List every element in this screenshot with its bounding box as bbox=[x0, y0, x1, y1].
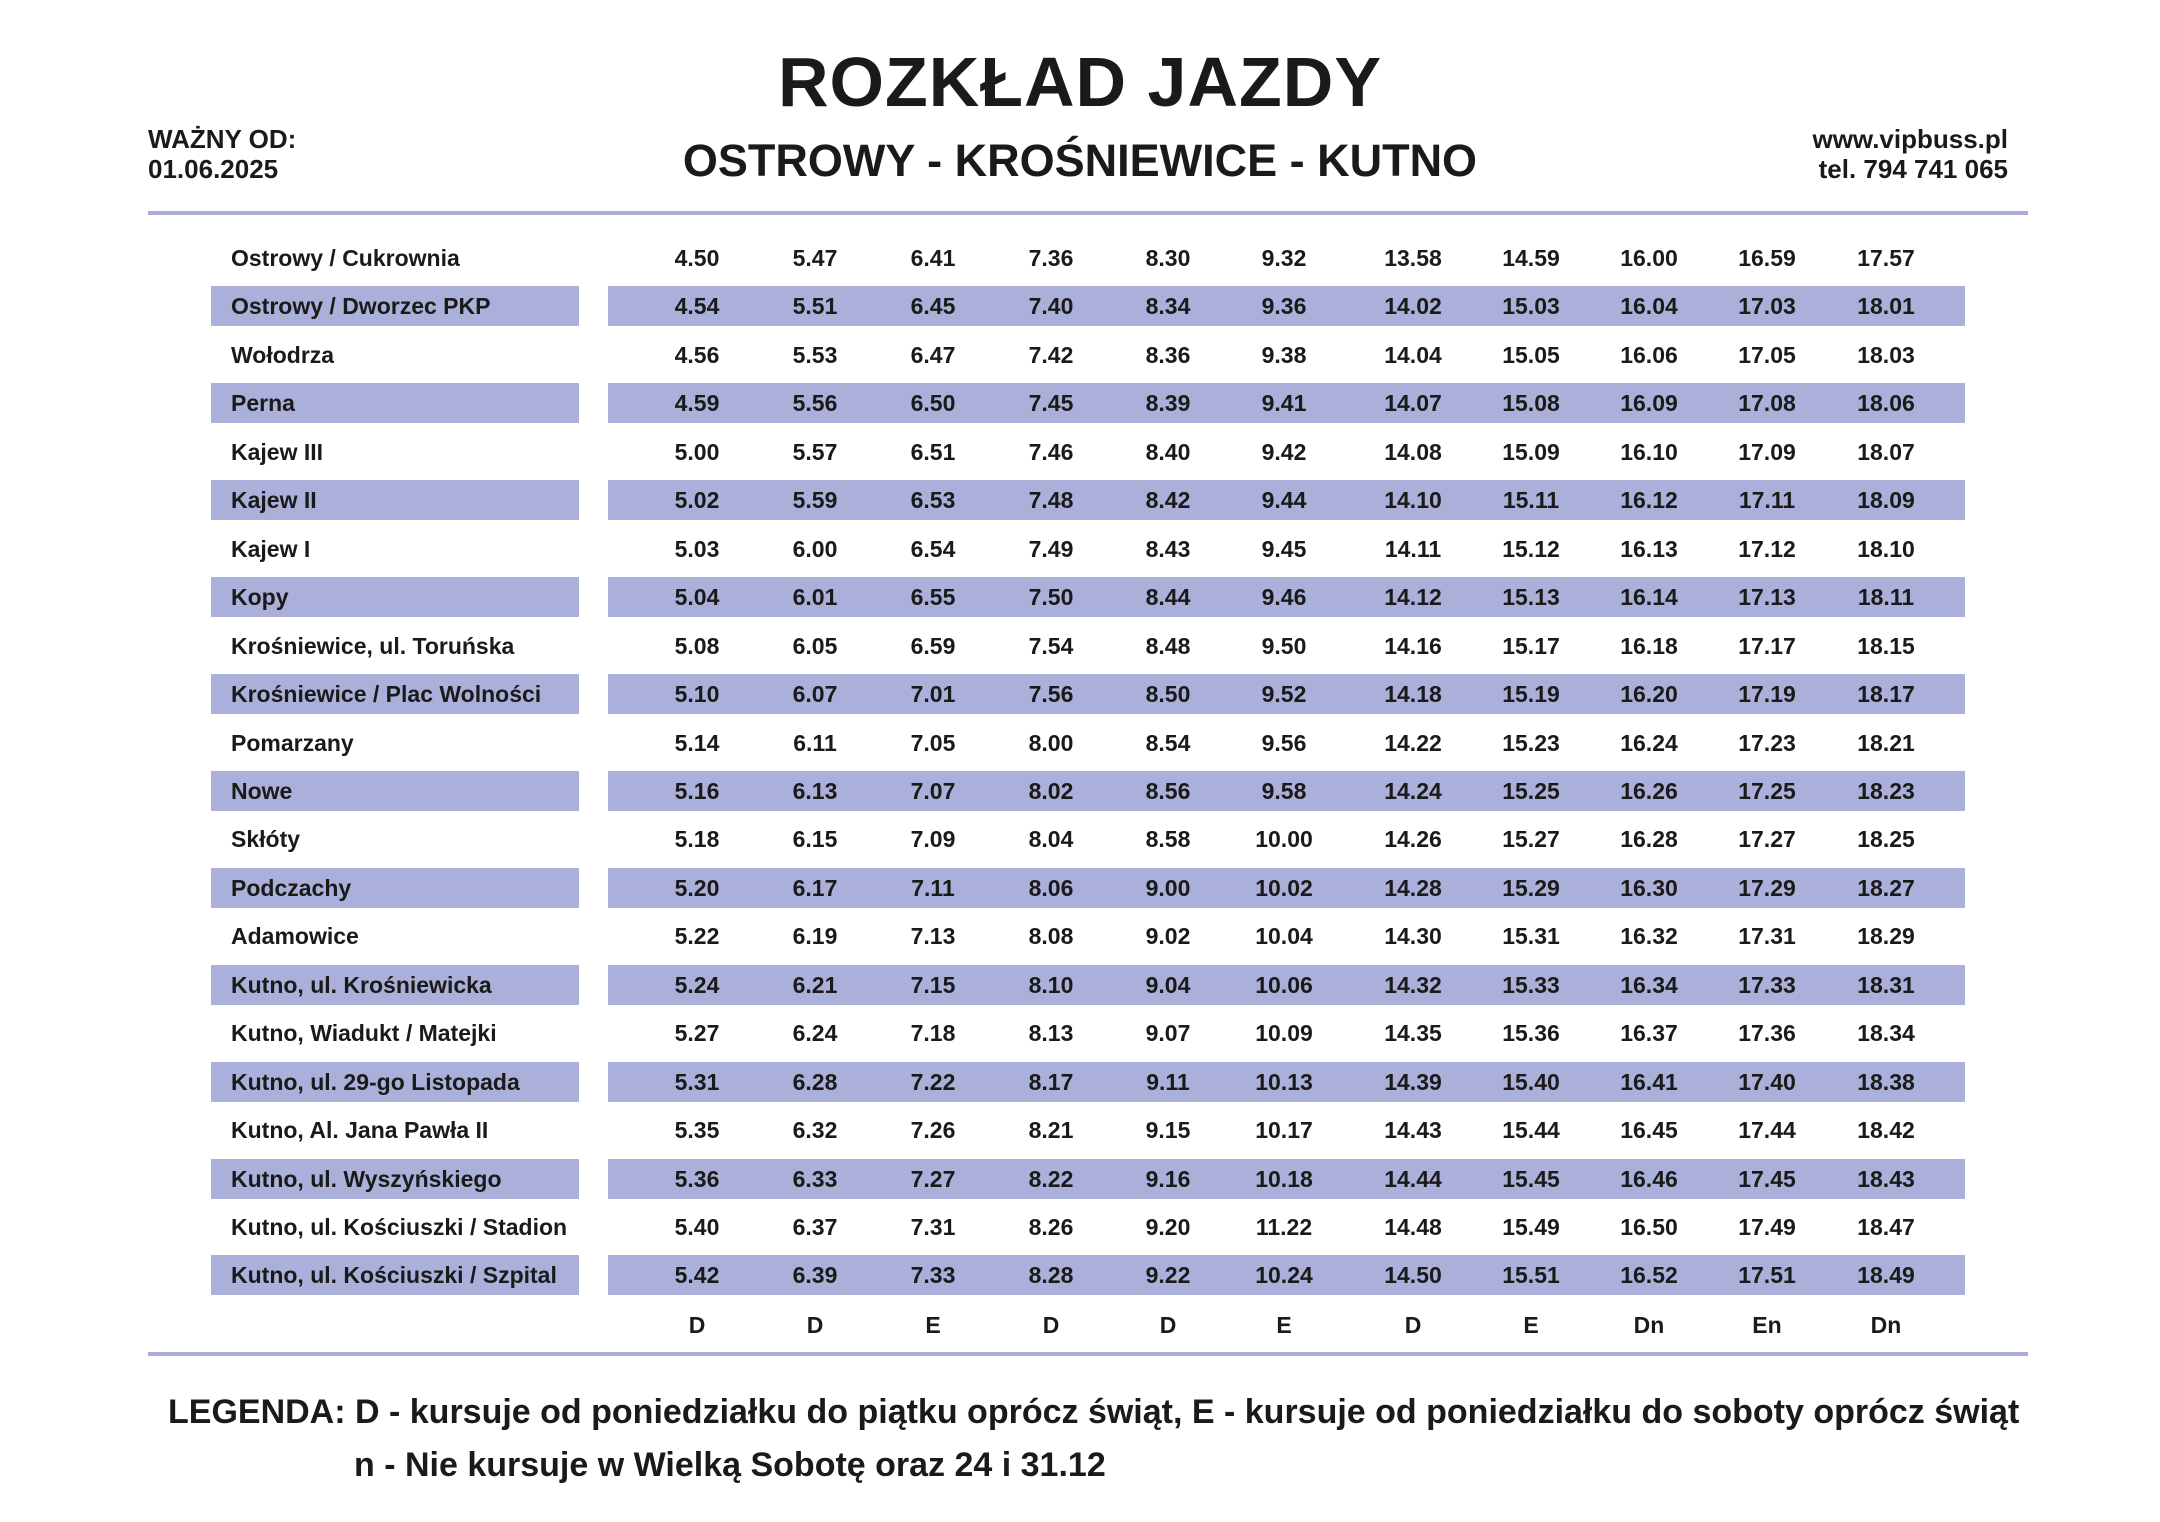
departure-time: 10.13 bbox=[1255, 1069, 1313, 1095]
stop-name: Wołodrza bbox=[231, 342, 335, 368]
departure-time: 17.29 bbox=[1738, 875, 1796, 901]
departure-time: 14.04 bbox=[1384, 342, 1442, 368]
departure-time: 10.04 bbox=[1255, 923, 1313, 949]
departure-time: 10.02 bbox=[1255, 875, 1313, 901]
departure-time: 16.12 bbox=[1620, 487, 1678, 513]
stop-name: Krośniewice / Plac Wolności bbox=[231, 681, 542, 707]
departure-time: 7.33 bbox=[910, 1262, 956, 1288]
departure-time: 15.13 bbox=[1502, 584, 1560, 610]
departure-time: 6.17 bbox=[792, 875, 838, 901]
service-code: E bbox=[1276, 1312, 1292, 1338]
bottom-divider bbox=[148, 1352, 2028, 1356]
departure-time: 15.23 bbox=[1502, 730, 1560, 756]
departure-time: 18.43 bbox=[1857, 1166, 1915, 1192]
departure-time: 16.00 bbox=[1620, 245, 1678, 271]
departure-time: 8.00 bbox=[1028, 730, 1074, 756]
departure-time: 9.45 bbox=[1261, 536, 1307, 562]
departure-time: 18.25 bbox=[1857, 826, 1915, 852]
departure-time: 7.01 bbox=[910, 681, 956, 707]
departure-time: 18.23 bbox=[1857, 778, 1915, 804]
departure-time: 15.44 bbox=[1502, 1117, 1560, 1143]
departure-time: 14.16 bbox=[1384, 633, 1442, 659]
departure-time: 16.59 bbox=[1738, 245, 1796, 271]
departure-time: 6.55 bbox=[910, 584, 956, 610]
departure-time: 9.22 bbox=[1145, 1262, 1191, 1288]
departure-time: 6.45 bbox=[910, 293, 956, 319]
departure-time: 7.46 bbox=[1028, 439, 1074, 465]
departure-time: 5.27 bbox=[674, 1020, 720, 1046]
departure-time: 5.18 bbox=[674, 826, 720, 852]
departure-time: 9.56 bbox=[1261, 730, 1307, 756]
departure-time: 18.49 bbox=[1857, 1262, 1915, 1288]
stop-name: Kutno, ul. Kościuszki / Stadion bbox=[231, 1214, 568, 1240]
departure-time: 7.54 bbox=[1028, 633, 1074, 659]
departure-time: 16.32 bbox=[1620, 923, 1678, 949]
departure-time: 17.17 bbox=[1738, 633, 1796, 659]
departure-time: 5.08 bbox=[674, 633, 720, 659]
stop-name: Ostrowy / Dworzec PKP bbox=[231, 293, 491, 319]
departure-time: 5.14 bbox=[674, 730, 720, 756]
departure-time: 6.15 bbox=[792, 826, 838, 852]
departure-time: 14.18 bbox=[1384, 681, 1442, 707]
departure-time: 7.31 bbox=[910, 1214, 956, 1240]
departure-time: 18.01 bbox=[1857, 293, 1915, 319]
departure-time: 16.28 bbox=[1620, 826, 1678, 852]
stop-name: Perna bbox=[231, 390, 295, 416]
departure-time: 16.30 bbox=[1620, 875, 1678, 901]
departure-time: 5.16 bbox=[674, 778, 720, 804]
departure-time: 9.42 bbox=[1261, 439, 1307, 465]
departure-time: 10.06 bbox=[1255, 972, 1313, 998]
departure-time: 14.26 bbox=[1384, 826, 1442, 852]
departure-time: 14.08 bbox=[1384, 439, 1442, 465]
departure-time: 5.57 bbox=[792, 439, 838, 465]
departure-time: 7.50 bbox=[1028, 584, 1074, 610]
departure-time: 5.02 bbox=[674, 487, 720, 513]
departure-time: 15.09 bbox=[1502, 439, 1560, 465]
departure-time: 14.59 bbox=[1502, 245, 1560, 271]
departure-time: 16.52 bbox=[1620, 1262, 1678, 1288]
departure-time: 8.44 bbox=[1145, 584, 1191, 610]
stop-name: Kutno, ul. Krośniewicka bbox=[231, 972, 492, 998]
departure-time: 15.05 bbox=[1502, 342, 1560, 368]
departure-time: 18.03 bbox=[1857, 342, 1915, 368]
departure-time: 7.27 bbox=[910, 1166, 956, 1192]
departure-time: 17.36 bbox=[1738, 1020, 1796, 1046]
departure-time: 16.18 bbox=[1620, 633, 1678, 659]
departure-time: 14.24 bbox=[1384, 778, 1442, 804]
departure-time: 16.14 bbox=[1620, 584, 1678, 610]
departure-time: 15.33 bbox=[1502, 972, 1560, 998]
departure-time: 5.31 bbox=[674, 1069, 720, 1095]
departure-time: 9.04 bbox=[1145, 972, 1191, 998]
departure-time: 6.19 bbox=[792, 923, 838, 949]
stop-name: Adamowice bbox=[231, 923, 359, 949]
departure-time: 6.21 bbox=[792, 972, 838, 998]
departure-time: 18.21 bbox=[1857, 730, 1915, 756]
departure-time: 16.45 bbox=[1620, 1117, 1678, 1143]
departure-time: 5.47 bbox=[792, 245, 838, 271]
departure-time: 16.10 bbox=[1620, 439, 1678, 465]
departure-time: 14.35 bbox=[1384, 1020, 1442, 1046]
departure-time: 4.54 bbox=[674, 293, 720, 319]
departure-time: 16.37 bbox=[1620, 1020, 1678, 1046]
departure-time: 8.36 bbox=[1145, 342, 1191, 368]
departure-time: 18.42 bbox=[1857, 1117, 1915, 1143]
departure-time: 7.42 bbox=[1028, 342, 1074, 368]
departure-time: 9.50 bbox=[1261, 633, 1307, 659]
departure-time: 8.13 bbox=[1028, 1020, 1074, 1046]
departure-time: 8.50 bbox=[1145, 681, 1191, 707]
departure-time: 9.16 bbox=[1145, 1166, 1191, 1192]
departure-time: 14.39 bbox=[1384, 1069, 1442, 1095]
departure-time: 4.56 bbox=[674, 342, 720, 368]
departure-time: 14.11 bbox=[1384, 536, 1442, 562]
departure-time: 5.40 bbox=[674, 1214, 720, 1240]
departure-time: 8.10 bbox=[1028, 972, 1074, 998]
departure-time: 7.05 bbox=[910, 730, 956, 756]
departure-time: 9.20 bbox=[1145, 1214, 1191, 1240]
legend-line-1: LEGENDA: D - kursuje od poniedziałku do piątku oprócz świąt, E - kursuje od poniedziałku do soboty oprócz świąt bbox=[168, 1393, 2020, 1431]
service-code: D bbox=[1159, 1312, 1177, 1338]
departure-time: 6.37 bbox=[792, 1214, 838, 1240]
departure-time: 8.22 bbox=[1028, 1166, 1074, 1192]
departure-time: 17.19 bbox=[1738, 681, 1796, 707]
stop-name: Kutno, Wiadukt / Matejki bbox=[231, 1020, 497, 1046]
departure-time: 8.17 bbox=[1028, 1069, 1074, 1095]
stop-name: Kutno, ul. Kościuszki / Szpital bbox=[231, 1262, 557, 1288]
departure-time: 6.47 bbox=[910, 342, 956, 368]
departure-time: 15.31 bbox=[1502, 923, 1560, 949]
departure-time: 6.33 bbox=[792, 1166, 838, 1192]
departure-time: 15.49 bbox=[1502, 1214, 1560, 1240]
departure-time: 17.08 bbox=[1738, 390, 1796, 416]
service-code: E bbox=[1523, 1312, 1539, 1338]
departure-time: 16.41 bbox=[1620, 1069, 1678, 1095]
departure-time: 15.51 bbox=[1502, 1262, 1560, 1288]
departure-time: 7.22 bbox=[910, 1069, 956, 1095]
departure-time: 8.43 bbox=[1145, 536, 1191, 562]
departure-time: 10.24 bbox=[1255, 1262, 1313, 1288]
departure-time: 10.17 bbox=[1255, 1117, 1313, 1143]
departure-time: 18.47 bbox=[1857, 1214, 1915, 1240]
departure-time: 7.56 bbox=[1028, 681, 1074, 707]
departure-time: 16.24 bbox=[1620, 730, 1678, 756]
departure-time: 7.18 bbox=[910, 1020, 956, 1046]
stop-name: Kajew III bbox=[231, 439, 324, 465]
departure-time: 5.22 bbox=[674, 923, 720, 949]
departure-time: 14.32 bbox=[1384, 972, 1442, 998]
departure-time: 18.27 bbox=[1857, 875, 1915, 901]
departure-time: 17.25 bbox=[1738, 778, 1796, 804]
departure-time: 5.10 bbox=[674, 681, 720, 707]
departure-time: 15.29 bbox=[1502, 875, 1560, 901]
departure-time: 5.59 bbox=[792, 487, 838, 513]
departure-time: 10.18 bbox=[1255, 1166, 1313, 1192]
departure-time: 5.53 bbox=[792, 342, 838, 368]
departure-time: 8.04 bbox=[1028, 826, 1074, 852]
departure-time: 14.43 bbox=[1384, 1117, 1442, 1143]
departure-time: 15.27 bbox=[1502, 826, 1560, 852]
departure-time: 6.01 bbox=[792, 584, 838, 610]
departure-time: 5.56 bbox=[792, 390, 838, 416]
departure-time: 14.07 bbox=[1384, 390, 1442, 416]
departure-time: 17.12 bbox=[1738, 536, 1796, 562]
departure-time: 7.11 bbox=[911, 875, 955, 901]
departure-time: 17.49 bbox=[1738, 1214, 1796, 1240]
departure-time: 15.17 bbox=[1502, 633, 1560, 659]
departure-time: 18.34 bbox=[1857, 1020, 1915, 1046]
departure-time: 15.25 bbox=[1502, 778, 1560, 804]
departure-time: 6.59 bbox=[910, 633, 956, 659]
stop-name: Podczachy bbox=[231, 875, 352, 901]
departure-time: 16.20 bbox=[1620, 681, 1678, 707]
departure-time: 7.15 bbox=[910, 972, 956, 998]
departure-time: 17.05 bbox=[1738, 342, 1796, 368]
legend-line-2: n - Nie kursuje w Wielką Sobotę oraz 24 i 31.12 bbox=[354, 1446, 1106, 1484]
stop-name: Pomarzany bbox=[231, 730, 354, 756]
service-code: D bbox=[1042, 1312, 1060, 1338]
service-code: Dn bbox=[1633, 1312, 1665, 1338]
departure-time: 8.39 bbox=[1145, 390, 1191, 416]
departure-time: 5.24 bbox=[674, 972, 720, 998]
departure-time: 14.44 bbox=[1384, 1166, 1442, 1192]
departure-time: 5.51 bbox=[792, 293, 838, 319]
departure-time: 17.44 bbox=[1738, 1117, 1796, 1143]
departure-time: 10.00 bbox=[1255, 826, 1313, 852]
departure-time: 8.02 bbox=[1028, 778, 1074, 804]
top-divider bbox=[148, 211, 2028, 215]
stop-name: Nowe bbox=[231, 778, 293, 804]
departure-time: 6.53 bbox=[910, 487, 956, 513]
departure-time: 6.41 bbox=[910, 245, 956, 271]
route-title: OSTROWY - KROŚNIEWICE - KUTNO bbox=[682, 135, 1478, 186]
departure-time: 5.20 bbox=[674, 875, 720, 901]
departure-time: 9.02 bbox=[1145, 923, 1191, 949]
departure-time: 18.11 bbox=[1857, 584, 1915, 610]
departure-time: 4.50 bbox=[674, 245, 720, 271]
stop-name: Kutno, Al. Jana Pawła II bbox=[231, 1117, 489, 1143]
departure-time: 17.40 bbox=[1738, 1069, 1796, 1095]
departure-time: 4.59 bbox=[674, 390, 720, 416]
departure-time: 6.54 bbox=[910, 536, 956, 562]
departure-time: 18.17 bbox=[1857, 681, 1915, 707]
departure-time: 8.54 bbox=[1145, 730, 1191, 756]
service-code: E bbox=[925, 1312, 941, 1338]
departure-time: 18.31 bbox=[1857, 972, 1915, 998]
departure-time: 5.36 bbox=[674, 1166, 720, 1192]
departure-time: 6.32 bbox=[792, 1117, 838, 1143]
valid-from-label: WAŻNY OD: bbox=[148, 124, 297, 154]
departure-time: 8.08 bbox=[1028, 923, 1074, 949]
departure-time: 6.05 bbox=[792, 633, 838, 659]
phone-text: tel. 794 741 065 bbox=[1818, 154, 2008, 184]
departure-time: 6.07 bbox=[792, 681, 838, 707]
departure-time: 17.03 bbox=[1738, 293, 1796, 319]
departure-time: 9.38 bbox=[1261, 342, 1307, 368]
departure-time: 14.22 bbox=[1384, 730, 1442, 756]
departure-time: 17.33 bbox=[1738, 972, 1796, 998]
departure-time: 9.15 bbox=[1145, 1117, 1191, 1143]
departure-time: 18.38 bbox=[1857, 1069, 1915, 1095]
departure-time: 15.36 bbox=[1502, 1020, 1560, 1046]
departure-time: 9.36 bbox=[1261, 293, 1307, 319]
departure-time: 6.00 bbox=[792, 536, 838, 562]
departure-time: 9.41 bbox=[1261, 390, 1307, 416]
departure-time: 14.02 bbox=[1384, 293, 1442, 319]
departure-time: 7.26 bbox=[910, 1117, 956, 1143]
departure-time: 9.52 bbox=[1261, 681, 1307, 707]
departure-time: 14.50 bbox=[1384, 1262, 1442, 1288]
departure-time: 5.42 bbox=[674, 1262, 720, 1288]
departure-time: 7.49 bbox=[1028, 536, 1074, 562]
departure-time: 9.00 bbox=[1145, 875, 1191, 901]
departure-time: 7.36 bbox=[1028, 245, 1074, 271]
departure-time: 14.48 bbox=[1384, 1214, 1442, 1240]
stop-name: Kutno, ul. Wyszyńskiego bbox=[231, 1166, 502, 1192]
departure-time: 8.21 bbox=[1028, 1117, 1074, 1143]
service-code: En bbox=[1752, 1312, 1782, 1338]
departure-time: 14.28 bbox=[1384, 875, 1442, 901]
departure-time: 7.40 bbox=[1028, 293, 1074, 319]
departure-time: 9.58 bbox=[1261, 778, 1307, 804]
departure-time: 6.51 bbox=[910, 439, 956, 465]
contact-info bbox=[1812, 124, 2008, 184]
service-code: D bbox=[806, 1312, 824, 1338]
departure-time: 8.28 bbox=[1028, 1262, 1074, 1288]
departure-time: 14.10 bbox=[1384, 487, 1442, 513]
departure-time: 15.12 bbox=[1502, 536, 1560, 562]
departure-time: 6.50 bbox=[910, 390, 956, 416]
departure-time: 16.09 bbox=[1620, 390, 1678, 416]
departure-time: 6.39 bbox=[792, 1262, 838, 1288]
departure-time: 14.12 bbox=[1384, 584, 1442, 610]
departure-time: 6.28 bbox=[792, 1069, 838, 1095]
departure-time: 15.03 bbox=[1502, 293, 1560, 319]
departure-time: 15.40 bbox=[1502, 1069, 1560, 1095]
departure-time: 8.58 bbox=[1145, 826, 1191, 852]
departure-time: 14.30 bbox=[1384, 923, 1442, 949]
stop-name: Krośniewice, ul. Toruńska bbox=[231, 633, 515, 659]
departure-time: 13.58 bbox=[1384, 245, 1442, 271]
departure-time: 18.10 bbox=[1857, 536, 1915, 562]
departure-time: 9.11 bbox=[1146, 1069, 1190, 1095]
departure-time: 18.29 bbox=[1857, 923, 1915, 949]
departure-time: 17.11 bbox=[1738, 487, 1796, 513]
departure-time: 7.45 bbox=[1028, 390, 1074, 416]
departure-time: 7.13 bbox=[910, 923, 956, 949]
departure-time: 6.13 bbox=[792, 778, 838, 804]
departure-time: 16.26 bbox=[1620, 778, 1678, 804]
stop-name: Kopy bbox=[231, 584, 289, 610]
departure-time: 6.11 bbox=[793, 730, 837, 756]
departure-time: 5.35 bbox=[674, 1117, 720, 1143]
departure-time: 7.07 bbox=[910, 778, 956, 804]
departure-time: 8.56 bbox=[1145, 778, 1191, 804]
departure-time: 15.08 bbox=[1502, 390, 1560, 416]
departure-time: 17.13 bbox=[1738, 584, 1796, 610]
departure-time: 16.04 bbox=[1620, 293, 1678, 319]
departure-time: 5.04 bbox=[674, 584, 720, 610]
departure-time: 16.46 bbox=[1620, 1166, 1678, 1192]
page-title: ROZKŁAD JAZDY bbox=[777, 43, 1383, 121]
departure-time: 8.40 bbox=[1145, 439, 1191, 465]
departure-time: 8.06 bbox=[1028, 875, 1074, 901]
departure-time: 17.51 bbox=[1738, 1262, 1796, 1288]
service-code: D bbox=[1404, 1312, 1422, 1338]
departure-time: 5.00 bbox=[674, 439, 720, 465]
departure-time: 17.27 bbox=[1738, 826, 1796, 852]
departure-time: 16.50 bbox=[1620, 1214, 1678, 1240]
service-code: D bbox=[688, 1312, 706, 1338]
departure-time: 5.03 bbox=[674, 536, 720, 562]
departure-time: 7.09 bbox=[910, 826, 956, 852]
departure-time: 17.31 bbox=[1738, 923, 1796, 949]
departure-time: 17.23 bbox=[1738, 730, 1796, 756]
stop-name: Skłóty bbox=[231, 826, 301, 852]
valid-from bbox=[148, 124, 296, 184]
departure-time: 9.32 bbox=[1261, 245, 1307, 271]
stop-name: Kutno, ul. 29-go Listopada bbox=[231, 1069, 520, 1095]
stop-name: Ostrowy / Cukrownia bbox=[231, 245, 460, 271]
departure-time: 9.44 bbox=[1261, 487, 1307, 513]
departure-time: 9.07 bbox=[1145, 1020, 1191, 1046]
departure-time: 18.07 bbox=[1857, 439, 1915, 465]
departure-time: 17.45 bbox=[1738, 1166, 1796, 1192]
departure-time: 18.15 bbox=[1857, 633, 1915, 659]
departure-time: 6.24 bbox=[792, 1020, 838, 1046]
valid-from-date: 01.06.2025 bbox=[148, 154, 279, 184]
stop-name: Kajew II bbox=[231, 487, 317, 513]
departure-time: 15.19 bbox=[1502, 681, 1560, 707]
departure-time: 16.34 bbox=[1620, 972, 1678, 998]
departure-time: 15.45 bbox=[1502, 1166, 1560, 1192]
departure-time: 7.48 bbox=[1028, 487, 1074, 513]
departure-time: 8.48 bbox=[1145, 633, 1191, 659]
departure-time: 8.30 bbox=[1145, 245, 1191, 271]
departure-time: 17.09 bbox=[1738, 439, 1796, 465]
departure-time: 18.06 bbox=[1857, 390, 1915, 416]
departure-time: 17.57 bbox=[1857, 245, 1915, 271]
departure-time: 16.06 bbox=[1620, 342, 1678, 368]
website-text: www.vipbuss.pl bbox=[1812, 124, 2008, 154]
departure-time: 18.09 bbox=[1857, 487, 1915, 513]
departure-time: 16.13 bbox=[1620, 536, 1678, 562]
departure-time: 8.42 bbox=[1145, 487, 1191, 513]
stop-name: Kajew I bbox=[231, 536, 311, 562]
departure-time: 9.46 bbox=[1261, 584, 1307, 610]
departure-time: 8.26 bbox=[1028, 1214, 1074, 1240]
departure-time: 15.11 bbox=[1502, 487, 1560, 513]
departure-time: 10.09 bbox=[1255, 1020, 1313, 1046]
departure-time: 8.34 bbox=[1145, 293, 1191, 319]
service-code: Dn bbox=[1870, 1312, 1902, 1338]
departure-time: 11.22 bbox=[1255, 1214, 1313, 1240]
